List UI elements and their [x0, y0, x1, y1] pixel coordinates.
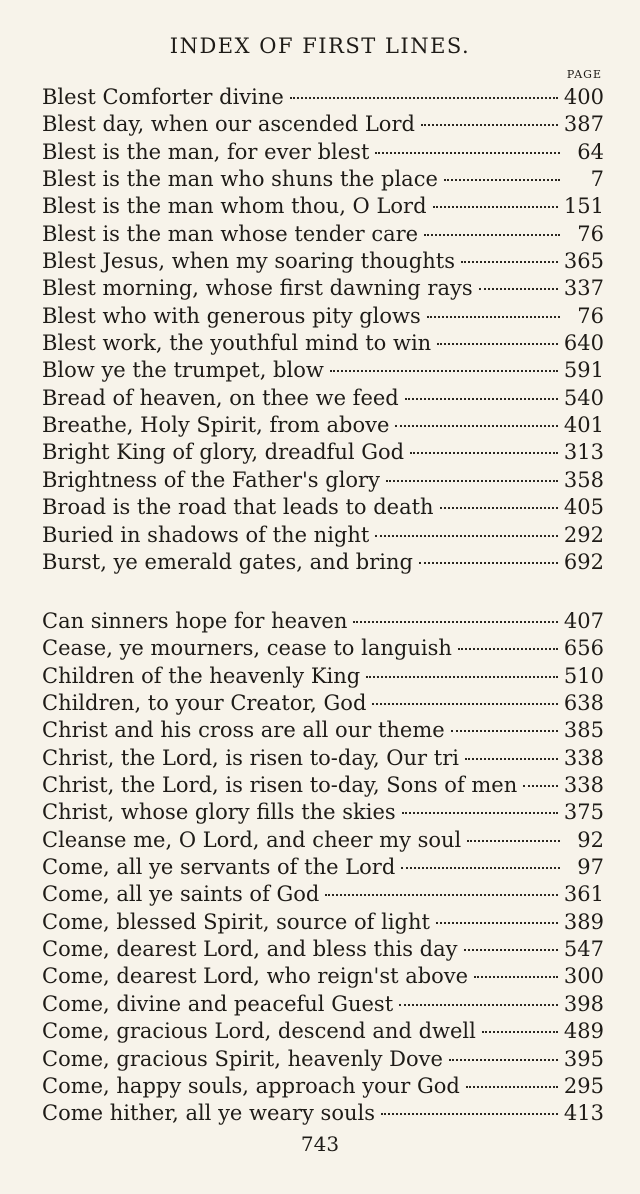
dot-leader: [402, 812, 558, 814]
first-line-text: Buried in shadows of the night: [42, 522, 370, 547]
first-line-text: Blest is the man whom thou, O Lord: [42, 194, 427, 219]
first-line-text: Children of the heavenly King: [42, 663, 361, 688]
index-entry: [42, 690, 604, 717]
dot-leader: [325, 894, 558, 896]
index-entry: [42, 963, 604, 990]
dot-leader: [479, 288, 558, 290]
index-entry: [42, 717, 604, 744]
page-reference: 489: [563, 1019, 604, 1044]
page-column-label: PAGE: [566, 68, 602, 81]
page-reference: 151: [563, 194, 604, 219]
dot-leader: [449, 1059, 558, 1061]
page-reference: 300: [563, 964, 604, 989]
first-line-text: Blest Comforter divine: [42, 85, 284, 109]
page-reference: 313: [563, 440, 604, 465]
index-entry: [42, 467, 604, 494]
page-reference: 295: [563, 1073, 604, 1098]
first-line-text: Come, gracious Spirit, heavenly Dove: [42, 1046, 443, 1071]
page-reference: 375: [563, 800, 604, 825]
page-reference: 395: [563, 1046, 604, 1071]
page-reference: 547: [563, 937, 604, 962]
dot-leader: [405, 398, 558, 400]
first-line-text: Come, all ye saints of God: [42, 882, 320, 907]
dot-leader: [399, 1004, 558, 1006]
first-line-text: Blest who with generous pity glows: [42, 303, 421, 328]
index-entry: [42, 221, 604, 248]
dot-leader: [290, 97, 558, 99]
page-reference: 7: [590, 167, 604, 192]
first-line-text: Come, dearest Lord, who reign'st above: [42, 964, 469, 989]
index-section-c: [42, 608, 604, 1128]
page-reference: 64: [577, 139, 604, 164]
index-entry: [42, 139, 604, 166]
dot-leader: [523, 785, 558, 787]
dot-leader: [353, 621, 558, 623]
index-entry: [42, 854, 604, 881]
first-line-text: Christ, whose glory fills the skies: [42, 800, 396, 825]
index-entry: [42, 412, 604, 439]
index-entry: [42, 303, 604, 330]
first-line-text: Children, to your Creator, God: [42, 691, 367, 716]
index-entry: [42, 663, 604, 690]
page-reference: 76: [577, 221, 604, 246]
first-line-text: Broad is the road that leads to death: [42, 495, 434, 520]
dot-leader: [451, 730, 558, 732]
dot-leader: [421, 124, 558, 126]
dot-leader: [419, 562, 558, 564]
index-entry: [42, 936, 604, 963]
first-line-text: Cleanse me, O Lord, and cheer my soul: [42, 827, 462, 852]
index-entry: [42, 193, 604, 220]
dot-leader: [395, 425, 558, 427]
dot-leader: [381, 1113, 558, 1115]
dot-leader: [427, 316, 560, 318]
page-reference: 365: [563, 249, 604, 274]
dot-leader: [482, 1031, 558, 1033]
first-line-text: Blest is the man who shuns the place: [42, 167, 438, 192]
index-entry: [42, 1100, 604, 1127]
first-line-text: Christ, the Lord, is risen to-day, Sons of men: [42, 773, 518, 798]
page-reference: 510: [563, 663, 604, 688]
first-line-text: Come, happy souls, approach your God: [42, 1073, 460, 1098]
first-line-text: Blest is the man whose tender care: [42, 221, 419, 246]
index-entry: [42, 275, 604, 302]
dot-leader: [424, 234, 560, 236]
first-line-text: Come, dearest Lord, and bless this day: [42, 937, 458, 962]
page-reference: 692: [563, 549, 604, 574]
index-entry: [42, 111, 604, 138]
first-line-text: Can sinners hope for heaven: [42, 609, 348, 633]
dot-leader: [467, 840, 560, 842]
page-reference: 338: [563, 773, 604, 798]
dot-leader: [375, 535, 558, 537]
page-reference: 385: [563, 718, 604, 743]
page-reference: 358: [563, 467, 604, 492]
first-line-text: Come, gracious Lord, descend and dwell: [42, 1019, 476, 1044]
index-entry: [42, 799, 604, 826]
index-entry: [42, 330, 604, 357]
first-line-text: Brightness of the Father's glory: [42, 467, 380, 492]
index-section-b: [42, 84, 604, 576]
index-entry: [42, 549, 604, 576]
page-reference: 338: [563, 745, 604, 770]
dot-leader: [464, 949, 558, 951]
page-reference: 387: [563, 112, 604, 137]
page-title: INDEX OF FIRST LINES.: [169, 34, 471, 58]
page-reference: 656: [563, 636, 604, 661]
first-line-text: Bright King of glory, dreadful God: [42, 440, 405, 465]
dot-leader: [437, 343, 558, 345]
first-line-text: Blow ye the trumpet, blow: [42, 358, 324, 383]
index-entry: [42, 827, 604, 854]
page-reference: 337: [563, 276, 604, 301]
index-entry: [42, 439, 604, 466]
page-reference: 97: [577, 855, 604, 880]
first-line-text: Blest Jesus, when my soaring thoughts: [42, 249, 455, 274]
page-reference: 540: [563, 385, 604, 410]
index-entry: [42, 166, 604, 193]
first-line-text: Blest work, the youthful mind to win: [42, 331, 432, 356]
first-line-text: Come, blessed Spirit, source of light: [42, 909, 430, 934]
page-number: 743: [300, 1132, 340, 1156]
page-reference: 76: [577, 303, 604, 328]
dot-leader: [444, 179, 560, 181]
dot-leader: [465, 758, 558, 760]
index-entry: [42, 991, 604, 1018]
index-entry: [42, 1073, 604, 1100]
first-line-text: Blest is the man, for ever blest: [42, 139, 370, 164]
first-line-text: Come hither, all ye weary souls: [42, 1101, 375, 1126]
dot-leader: [375, 152, 560, 154]
page-reference: 389: [563, 909, 604, 934]
index-entry: [42, 1046, 604, 1073]
dot-leader: [330, 370, 558, 372]
page-reference: 591: [563, 358, 604, 383]
index-entry: [42, 248, 604, 275]
first-line-text: Come, divine and peaceful Guest: [42, 991, 394, 1016]
first-line-text: Blest morning, whose first dawning rays: [42, 276, 473, 301]
index-entry: [42, 635, 604, 662]
index-entry: [42, 357, 604, 384]
dot-leader: [410, 452, 558, 454]
index-entry: [42, 909, 604, 936]
dot-leader: [474, 976, 558, 978]
page-reference: 407: [563, 609, 604, 633]
first-line-text: Cease, ye mourners, cease to languish: [42, 636, 452, 661]
dot-leader: [436, 922, 558, 924]
page-reference: 398: [563, 991, 604, 1016]
page-reference: 413: [563, 1101, 604, 1126]
page-reference: 401: [563, 413, 604, 438]
dot-leader: [372, 703, 558, 705]
first-line-text: Christ and his cross are all our theme: [42, 718, 445, 743]
dot-leader: [366, 676, 558, 678]
first-line-text: Bread of heaven, on thee we feed: [42, 385, 399, 410]
page-reference: 640: [563, 331, 604, 356]
first-line-text: Christ, the Lord, is risen to-day, Our tri: [42, 745, 459, 770]
index-entry: [42, 522, 604, 549]
dot-leader: [458, 648, 558, 650]
index-entry: [42, 881, 604, 908]
index-entry: [42, 494, 604, 521]
dot-leader: [433, 206, 558, 208]
index-entry: [42, 608, 604, 635]
dot-leader: [386, 480, 558, 482]
index-entry: [42, 1018, 604, 1045]
index-entry: [42, 385, 604, 412]
page-reference: 405: [563, 495, 604, 520]
dot-leader: [466, 1086, 558, 1088]
first-line-text: Breathe, Holy Spirit, from above: [42, 413, 390, 438]
dot-leader: [401, 867, 560, 869]
index-entry: [42, 84, 604, 111]
index-entry: [42, 772, 604, 799]
page-reference: 92: [577, 827, 604, 852]
first-line-text: Burst, ye emerald gates, and bring: [42, 549, 413, 574]
page-reference: 292: [563, 522, 604, 547]
index-entry: [42, 745, 604, 772]
dot-leader: [440, 507, 558, 509]
page-reference: 638: [563, 691, 604, 716]
first-line-text: Come, all ye servants of the Lord: [42, 855, 396, 880]
page-reference: 361: [563, 882, 604, 907]
dot-leader: [461, 261, 558, 263]
first-line-text: Blest day, when our ascended Lord: [42, 112, 415, 137]
page-reference: 400: [563, 85, 604, 109]
